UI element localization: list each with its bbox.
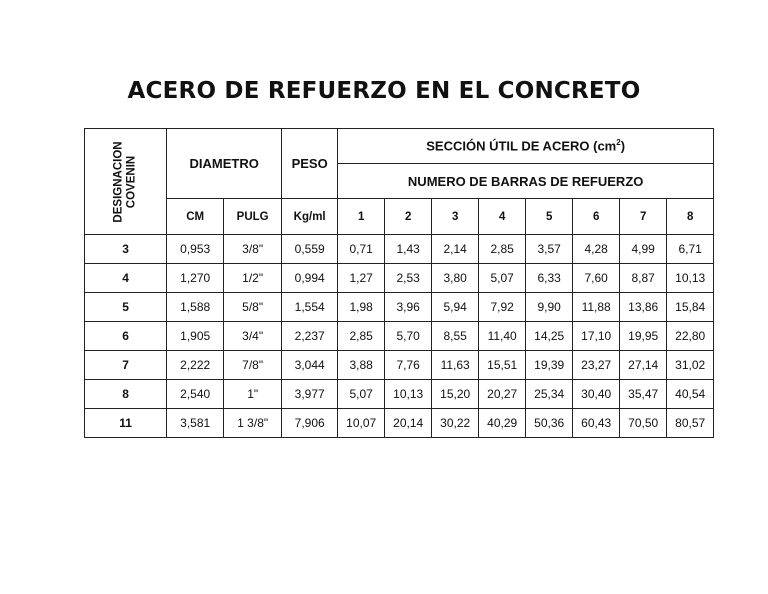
diametro-header: DIAMETRO <box>167 129 282 199</box>
cm-cell: 1,270 <box>167 264 224 293</box>
designacion-cell: 6 <box>85 322 167 351</box>
peso-cell: 3,044 <box>282 351 338 380</box>
area-cell: 20,27 <box>479 380 526 409</box>
designacion-cell: 11 <box>85 409 167 438</box>
header-row-seccion <box>85 129 714 164</box>
kgml-header: Kg/ml <box>282 199 338 235</box>
area-cell: 5,70 <box>385 322 432 351</box>
seccion-util-text: SECCIÓN ÚTIL DE ACERO (cm <box>426 138 617 154</box>
peso-cell: 3,977 <box>282 380 338 409</box>
area-cell: 9,90 <box>526 293 573 322</box>
area-cell: 13,86 <box>620 293 667 322</box>
area-cell: 3,80 <box>432 264 479 293</box>
bar-count-header-3: 3 <box>432 199 479 235</box>
area-cell: 22,80 <box>667 322 714 351</box>
table-row <box>85 264 714 293</box>
area-cell: 30,40 <box>573 380 620 409</box>
table-row <box>85 380 714 409</box>
page-title: ACERO DE REFUERZO EN EL CONCRETO <box>127 78 641 104</box>
seccion-util-superscript: 2 <box>616 138 621 148</box>
area-cell: 1,43 <box>385 235 432 264</box>
pulg-cell: 3/8" <box>224 235 282 264</box>
pulg-cell: 1 3/8" <box>224 409 282 438</box>
area-cell: 2,53 <box>385 264 432 293</box>
pulg-cell: 5/8" <box>224 293 282 322</box>
cm-cell: 3,581 <box>167 409 224 438</box>
designation-line2: COVENIN <box>125 155 138 208</box>
area-cell: 11,88 <box>573 293 620 322</box>
bar-count-header-8: 8 <box>667 199 714 235</box>
pulg-cell: 1" <box>224 380 282 409</box>
area-cell: 6,33 <box>526 264 573 293</box>
peso-cell: 2,237 <box>282 322 338 351</box>
area-cell: 2,85 <box>479 235 526 264</box>
table-row <box>85 235 714 264</box>
area-cell: 30,22 <box>432 409 479 438</box>
area-cell: 70,50 <box>620 409 667 438</box>
area-cell: 3,96 <box>385 293 432 322</box>
reinforcement-steel-table <box>84 128 714 438</box>
designacion-cell: 5 <box>85 293 167 322</box>
pulg-cell: 3/4" <box>224 322 282 351</box>
area-cell: 10,07 <box>338 409 385 438</box>
area-cell: 8,55 <box>432 322 479 351</box>
seccion-util-header <box>338 129 714 164</box>
table-row <box>85 322 714 351</box>
table-row <box>85 351 714 380</box>
bar-count-header-6: 6 <box>573 199 620 235</box>
area-cell: 27,14 <box>620 351 667 380</box>
area-cell: 15,84 <box>667 293 714 322</box>
bar-count-header-2: 2 <box>385 199 432 235</box>
cm-cell: 2,222 <box>167 351 224 380</box>
area-cell: 1,27 <box>338 264 385 293</box>
pulg-cell: 1/2" <box>224 264 282 293</box>
bar-count-header-5: 5 <box>526 199 573 235</box>
area-cell: 5,07 <box>338 380 385 409</box>
designacion-cell: 8 <box>85 380 167 409</box>
table-row <box>85 409 714 438</box>
cm-cell: 0,953 <box>167 235 224 264</box>
peso-cell: 7,906 <box>282 409 338 438</box>
bar-count-header-7: 7 <box>620 199 667 235</box>
peso-cell: 0,559 <box>282 235 338 264</box>
area-cell: 3,57 <box>526 235 573 264</box>
area-cell: 17,10 <box>573 322 620 351</box>
area-cell: 20,14 <box>385 409 432 438</box>
area-cell: 31,02 <box>667 351 714 380</box>
area-cell: 5,07 <box>479 264 526 293</box>
area-cell: 15,20 <box>432 380 479 409</box>
area-cell: 40,29 <box>479 409 526 438</box>
area-cell: 80,57 <box>667 409 714 438</box>
area-cell: 10,13 <box>667 264 714 293</box>
designacion-cell: 7 <box>85 351 167 380</box>
cm-cell: 1,905 <box>167 322 224 351</box>
area-cell: 14,25 <box>526 322 573 351</box>
area-cell: 11,63 <box>432 351 479 380</box>
peso-cell: 0,994 <box>282 264 338 293</box>
area-cell: 35,47 <box>620 380 667 409</box>
area-cell: 19,95 <box>620 322 667 351</box>
area-cell: 5,94 <box>432 293 479 322</box>
area-cell: 1,98 <box>338 293 385 322</box>
peso-cell: 1,554 <box>282 293 338 322</box>
bar-count-header-1: 1 <box>338 199 385 235</box>
pulg-header: PULG <box>224 199 282 235</box>
peso-header: PESO <box>282 129 338 199</box>
bar-count-header-4: 4 <box>479 199 526 235</box>
table-row <box>85 293 714 322</box>
area-cell: 4,99 <box>620 235 667 264</box>
seccion-util-suffix: ) <box>620 138 626 154</box>
area-cell: 19,39 <box>526 351 573 380</box>
numero-barras-header: NUMERO DE BARRAS DE REFUERZO <box>338 164 714 199</box>
designation-line1: DESIGNACION <box>112 140 125 223</box>
designacion-cell: 3 <box>85 235 167 264</box>
area-cell: 6,71 <box>667 235 714 264</box>
cm-cell: 1,588 <box>167 293 224 322</box>
designation-header <box>85 129 167 235</box>
area-cell: 0,71 <box>338 235 385 264</box>
area-cell: 11,40 <box>479 322 526 351</box>
cm-header: CM <box>167 199 224 235</box>
designacion-cell: 4 <box>85 264 167 293</box>
area-cell: 7,60 <box>573 264 620 293</box>
header-row-units <box>85 199 714 235</box>
area-cell: 7,76 <box>385 351 432 380</box>
area-cell: 25,34 <box>526 380 573 409</box>
pulg-cell: 7/8" <box>224 351 282 380</box>
area-cell: 23,27 <box>573 351 620 380</box>
designation-header-text <box>113 141 139 222</box>
cm-cell: 2,540 <box>167 380 224 409</box>
area-cell: 15,51 <box>479 351 526 380</box>
area-cell: 3,88 <box>338 351 385 380</box>
area-cell: 8,87 <box>620 264 667 293</box>
area-cell: 7,92 <box>479 293 526 322</box>
area-cell: 2,85 <box>338 322 385 351</box>
area-cell: 2,14 <box>432 235 479 264</box>
area-cell: 60,43 <box>573 409 620 438</box>
area-cell: 50,36 <box>526 409 573 438</box>
area-cell: 10,13 <box>385 380 432 409</box>
area-cell: 40,54 <box>667 380 714 409</box>
area-cell: 4,28 <box>573 235 620 264</box>
